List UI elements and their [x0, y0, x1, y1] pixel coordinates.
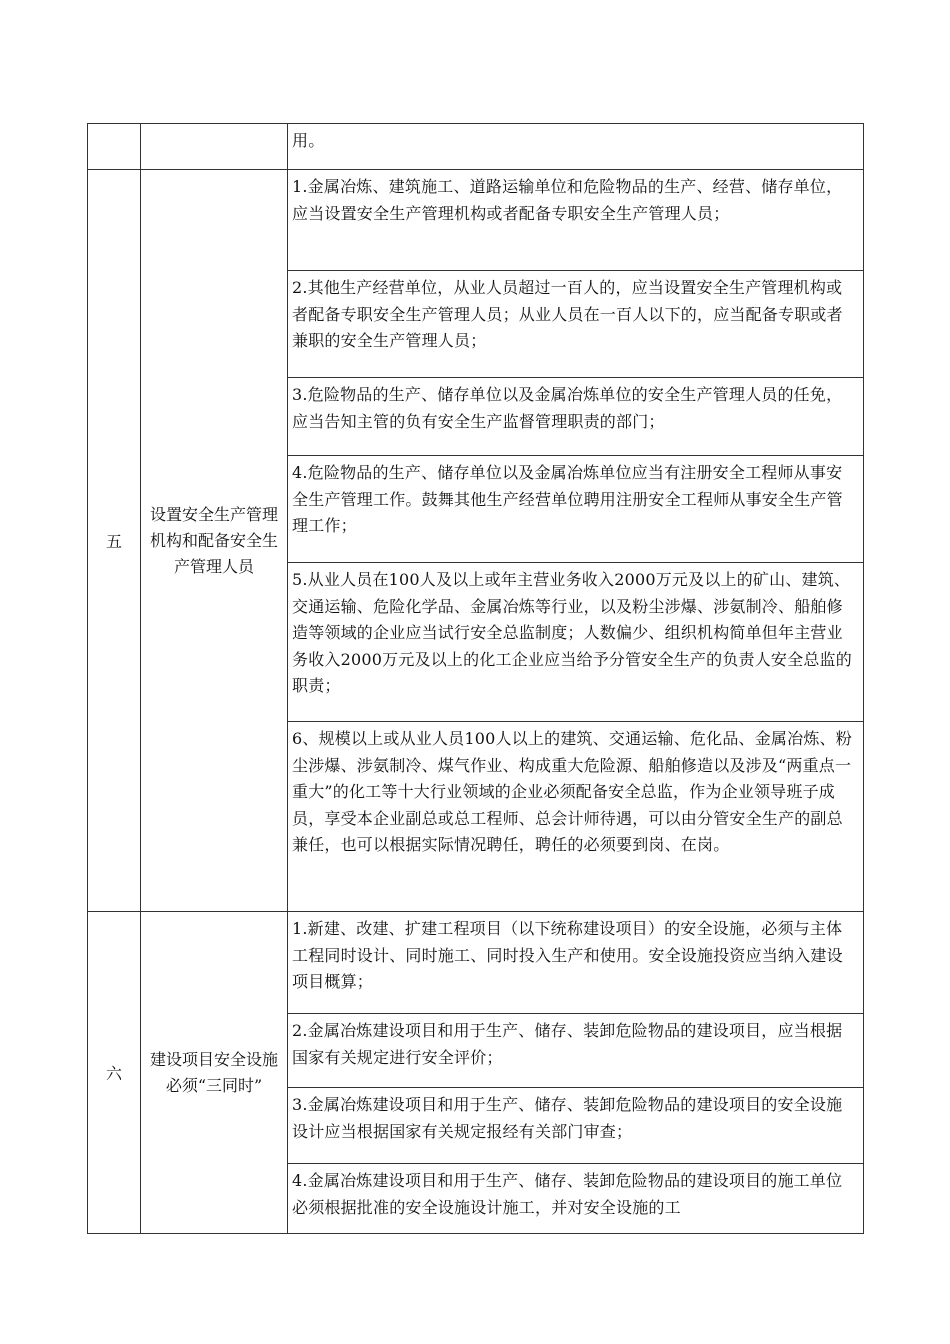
- requirement-item: 1.金属冶炼、建筑施工、道路运输单位和危险物品的生产、经营、储存单位，应当设置安全生产管理机构或者配备专职安全生产管理人员；: [288, 170, 864, 271]
- requirement-item: 2.金属冶炼建设项目和用于生产、储存、装卸危险物品的建设项目，应当根据国家有关规定进行安全评价；: [288, 1014, 864, 1088]
- row-text: 用。: [288, 124, 864, 170]
- row-title: [141, 124, 288, 170]
- requirement-item: 2.其他生产经营单位，从业人员超过一百人的，应当设置安全生产管理机构或者配备专职安全生产管理人员；从业人员在一百人以下的，应当配备专职或者兼职的安全生产管理人员；: [288, 271, 864, 378]
- table-row: [88, 124, 864, 170]
- table-row: [88, 912, 864, 1014]
- section-title: 设置安全生产管理机构和配备安全生产管理人员: [141, 170, 288, 912]
- requirements-table: [87, 123, 864, 1234]
- requirement-item: 4.危险物品的生产、储存单位以及金属冶炼单位应当有注册安全工程师从事安全生产管理工作。鼓舞其他生产经营单位聘用注册安全工程师从事安全生产管理工作；: [288, 456, 864, 563]
- requirement-item: 6、规模以上或从业人员100人以上的建筑、交通运输、危化品、金属冶炼、粉尘涉爆、涉氨制冷、煤气作业、构成重大危险源、船舶修造以及涉及“两重点一重大”的化工等十大行业领域的企业必须配备安全总监，作为企业领导班子成员，享受本企业副总或总工程师、总会计师待遇，可以由分管安全生产的副总兼任，也可以根据实际情况聘任，聘任的必须要到岗、在岗。: [288, 722, 864, 912]
- requirement-item: 3.金属冶炼建设项目和用于生产、储存、装卸危险物品的建设项目的安全设施设计应当根据国家有关规定报经有关部门审查；: [288, 1088, 864, 1164]
- requirement-item: 3.危险物品的生产、储存单位以及金属冶炼单位的安全生产管理人员的任免，应当告知主管的负有安全生产监督管理职责的部门；: [288, 378, 864, 456]
- requirement-item: 1.新建、改建、扩建工程项目（以下统称建设项目）的安全设施，必须与主体工程同时设计、同时施工、同时投入生产和使用。安全设施投资应当纳入建设项目概算；: [288, 912, 864, 1014]
- section-number: 五: [88, 170, 141, 912]
- row-number: [88, 124, 141, 170]
- section-title: 建设项目安全设施必须“三同时”: [141, 912, 288, 1234]
- requirement-item: 4.金属冶炼建设项目和用于生产、储存、装卸危险物品的建设项目的施工单位必须根据批准的安全设施设计施工，并对安全设施的工: [288, 1164, 864, 1234]
- table-row: [88, 170, 864, 271]
- requirement-item: 5.从业人员在100人及以上或年主营业务收入2000万元及以上的矿山、建筑、交通运输、危险化学品、金属冶炼等行业，以及粉尘涉爆、涉氨制冷、船舶修造等领域的企业应当试行安全总监制度；人数偏少、组织机构简单但年主营业务收入2000万元及以上的化工企业应当给予分管安全生产的负责人安全总监的职责；: [288, 563, 864, 722]
- section-number: 六: [88, 912, 141, 1234]
